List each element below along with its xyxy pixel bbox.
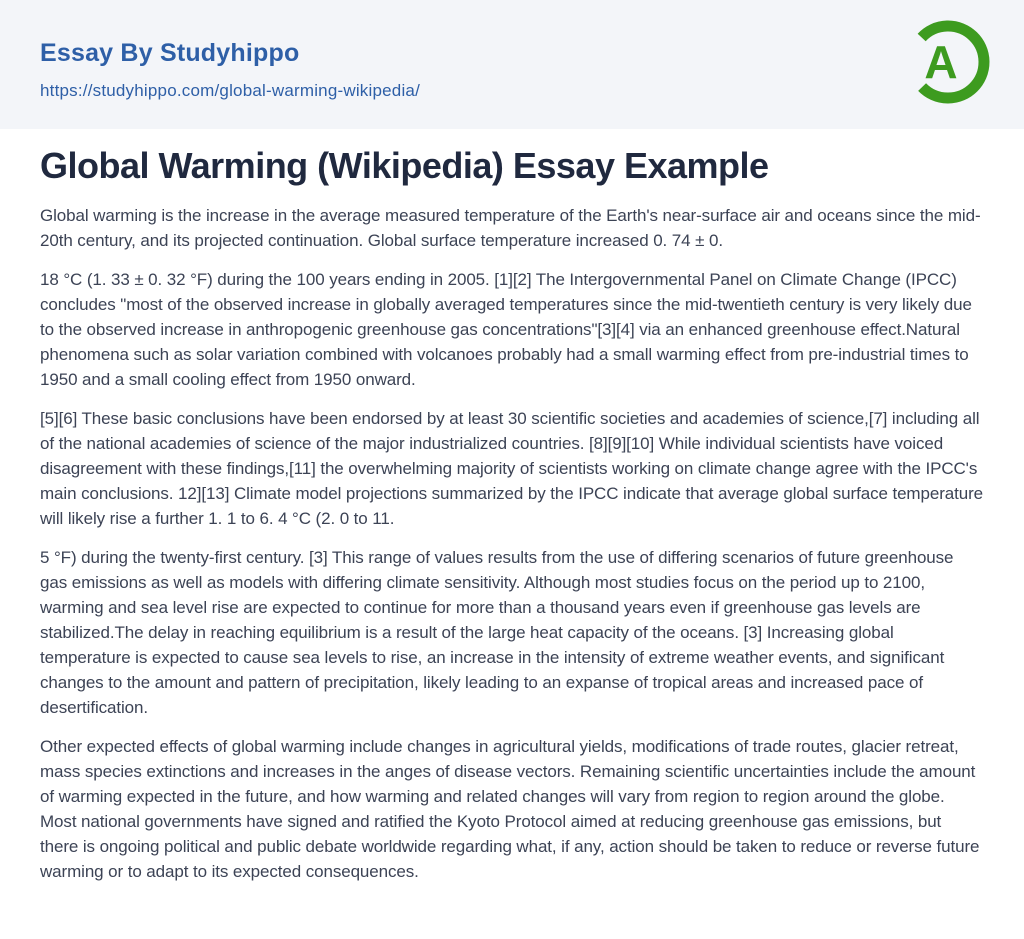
source-url-link[interactable]: https://studyhippo.com/global-warming-wikipedia/ (40, 81, 420, 100)
article-body (0, 143, 1024, 884)
article-title: Global Warming (Wikipedia) Essay Example (40, 145, 769, 186)
page-header (0, 0, 1024, 129)
article-paragraph-4: 5 °F) during the twenty-first century. [3] This range of values results from the use of differing scenarios of future greenhouse gas emissions as well as models with differing climate sensitivity. Although most studies focus on the period up to 2100, warming and sea level rise are expected to continue for more than a thousand years even if greenhouse gas levels are stabilized.The delay in reaching equilibrium is a result of the large heat capacity of the oceans. [3] Increasing global temperature is expected to cause sea levels to rise, an increase in the intensity of extreme weather events, and significant changes to the amount and pattern of precipitation, likely leading to an expanse of tropical areas and increased pace of desertification. (40, 548, 954, 717)
logo-letter: A (924, 36, 958, 88)
header-text-block (40, 0, 420, 102)
logo-svg (906, 18, 990, 104)
article-paragraph-5: Other expected effects of global warming include changes in agricultural yields, modifications of trade routes, glacier retreat, mass species extinctions and increases in the anges of disease vectors. Remaining scientific uncertainties include the amount of warming expected in the future, and how warming and related changes will vary from region to region around the globe. Most national governments have signed and ratified the Kyoto Protocol aimed at reducing greenhouse gas emissions, but there is ongoing political and public debate worldwide regarding what, if any, action should be taken to reduce or reverse future warming or to adapt to its expected consequences. (40, 737, 980, 881)
brand-title: Essay By Studyhippo (40, 39, 300, 67)
studyhippo-logo-icon (906, 18, 990, 104)
article-paragraph-2: 18 °C (1. 33 ± 0. 32 °F) during the 100 years ending in 2005. [1][2] The Intergovernmental Panel on Climate Change (IPCC) concludes "most of the observed increase in globally averaged temperatures since the mid-twentieth century is very likely due to the observed increase in anthropogenic greenhouse gas concentrations"[3][4] via an enhanced greenhouse effect.Natural phenomena such as solar variation combined with volcanoes probably had a small warming effect from pre-industrial times to 1950 and a small cooling effect from 1950 onward. (40, 270, 972, 389)
article-paragraph-3: [5][6] These basic conclusions have been endorsed by at least 30 scientific societies and academies of science,[7] including all of the national academies of science of the major industrialized countries. [8][9][10] While individual scientists have voiced disagreement with these findings,[11] the overwhelming majority of scientists working on climate change agree with the IPCC's main conclusions. 12][13] Climate model projections summarized by the IPCC indicate that average global surface temperature will likely rise a further 1. 1 to 6. 4 °C (2. 0 to 11. (40, 409, 984, 528)
article-paragraph-1: Global warming is the increase in the average measured temperature of the Earth's near-surface air and oceans since the mid-20th century, and its projected continuation. Global surface temperature increased 0. 74 ± 0. (40, 206, 981, 250)
